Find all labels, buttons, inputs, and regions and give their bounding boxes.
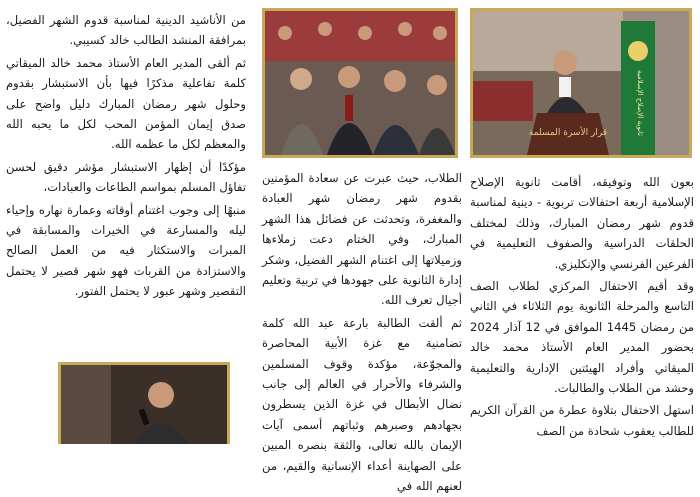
banner-caption: ثانوية الإصلاح الإسلامية: [636, 70, 644, 136]
paragraph: منبهًا إلى وجوب اغتنام أوقاته وعمارة نهاره وإحياء ليله والمسارعة في الخيرات والمسابقة في المبرات والاستكثار فيه من العمل الصالح والاستزادة من القربات فهو شهر قصير لا يحتمل التقصير وشهر عبور لا يحتمل الفتور.: [6, 202, 246, 299]
podium-text: قرار الأسرة المسلمة: [528, 128, 608, 138]
paragraph: ثم ألقى المدير العام الأستاذ محمد خالد الميقاتي كلمة تفاعلية مذكرًا فيها بأن الاستبشار بقدوم وحلول شهر رمضان المبارك دليل واضح على صدق إيمان المؤمن المحب لكل ما يحبه الله والمعظم لكل ما عظمه الله.: [6, 55, 246, 152]
article-column-left: [6, 10, 246, 360]
paragraph: الطلاب، حيث عبرت عن سعادة المؤمنين بقدوم شهر رمضان شهر العبادة والمغفرة، وتحدثت عن فضائل هذا الشهر المبارك، وفي الختام دعت زملاءها وزميلاتها إلى اغتنام الشهر الفضيل، وشكر إدارة الثانوية على جهودها في تربية وتعليم أجيال تعرف الله.: [262, 171, 462, 308]
paragraph: مؤكدًا أن إظهار الاستبشار مؤشر دقيق لحسن تفاؤل المسلم بمواسم الطاعات والعبادات،: [6, 159, 246, 195]
photo-audience-officials: [262, 8, 458, 158]
paragraph: استهل الاحتفال بتلاوة عطرة من القرآن الكريم للطالب يعقوب شحادة من الصف: [470, 403, 694, 438]
paragraph: وقد أقيم الاحتفال المركزي لطلاب الصف التاسع والمرحلة الثانوية يوم الثلاثاء في الثاني من رمضان 1445 الموافق في 12 آذار 2024 بحضور المدير العام الأستاذ محمد خالد الميقاتي وأفراد الهيئتين الإدارية والتعليمية وحشد من الطلاب والطالبات.: [470, 279, 695, 396]
article-column-right: [470, 172, 694, 441]
paragraph: بعون الله وتوفيقه، أقامت ثانوية الإصلاح الإسلامية أربعة احتفالات تربوية - دينية لمناسبة قدوم شهر رمضان المبارك، وذلك لمختلف الحلقات الدراسية والصفوف التعليمية في الفرعين الفرنسي والإنكليزي.: [470, 175, 694, 271]
article-column-middle: [262, 168, 462, 494]
paragraph: ثم ألقت الطالبة بارعة عبد الله كلمة تضامنية مع غزة الأبية المحاصرة والمجوّعة، مؤكدة وقوف المسلمين والشرفاء والأحرار في العالم إلى جانب نضال الأبطال في غزة الذين يسطرون بجهادهم وصبرهم وثباتهم أسمى آيات الإيمان بالله تعالى، والثقة بنصره المبين على الصهاينة أعداء الإنسانية والقيم، من لعنهم الله في: [262, 315, 462, 494]
photo-nasheed-singer: [58, 362, 230, 444]
paragraph: من الأناشيد الدينية لمناسبة قدوم الشهر الفضيل، بمرافقة المنشد الطالب خالد كسيبي.: [6, 13, 246, 48]
photo-speaker-podium: [470, 8, 692, 158]
